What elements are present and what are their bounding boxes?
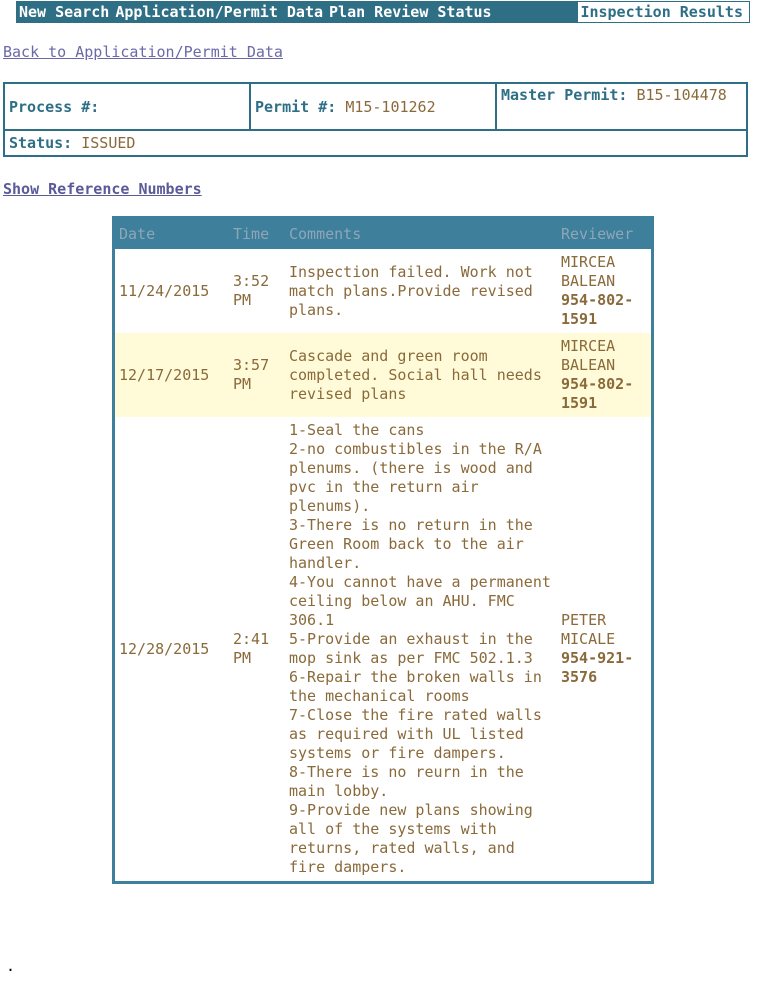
header-reviewer: Reviewer: [557, 218, 653, 250]
status-cell: [4, 130, 747, 156]
reviewer-phone: 954-921-3576: [561, 649, 634, 686]
reviewer-name: MIRCEA BALEAN: [561, 337, 616, 374]
master-permit-value: B15-104478: [636, 86, 727, 104]
master-permit-cell: [496, 83, 747, 130]
table-header-row: [114, 218, 653, 250]
row-reviewer: [557, 333, 653, 417]
inspection-results-table: [112, 216, 654, 884]
top-nav: [16, 1, 750, 23]
header-time: Time: [229, 218, 285, 250]
table-row: [114, 417, 653, 883]
reviewer-name: MIRCEA BALEAN: [561, 253, 616, 290]
reviewer-phone: 954-802-1591: [561, 375, 634, 412]
back-to-permit-link[interactable]: Back to Application/Permit Data: [3, 43, 283, 61]
reviewer-phone: 954-802-1591: [561, 291, 634, 328]
process-label: Process #:: [9, 97, 100, 116]
nav-plan-review-status[interactable]: Plan Review Status: [329, 3, 492, 21]
footer-dot: .: [6, 957, 16, 975]
permit-cell: [250, 83, 496, 130]
table-row: [114, 333, 653, 417]
reviewer-name: PETER MICALE: [561, 611, 616, 648]
status-value: ISSUED: [81, 134, 136, 152]
header-date: Date: [114, 218, 230, 250]
row-date: 12/28/2015: [119, 639, 210, 658]
table-row: [114, 249, 653, 333]
row-time: 2:41 PM: [233, 630, 270, 667]
row-time: 3:52 PM: [233, 272, 270, 309]
master-permit-label: Master Permit:: [501, 86, 628, 104]
row-comments: Cascade and green room completed. Social hall needs revised plans: [285, 333, 557, 417]
permit-value: M15-101262: [345, 97, 436, 116]
process-cell: [4, 83, 250, 130]
row-reviewer: [557, 417, 653, 883]
permit-label: Permit #:: [255, 97, 337, 116]
row-comments: 1-Seal the cans 2-no combustibles in the R/A plenums. (there is wood and pvc in the return air plenums). 3-There is no return in the Green Room back to the air handler. 4-You cannot have a permanent ceiling below an AHU. FMC 306.1 5-Provide an exhaust in the mop sink as per FMC 502.1.3 6-Repair the broken walls in the mechanical rooms 7-Close the fire rated walls as required with UL listed systems or fire dampers. 8-There is no reurn in the main lobby. 9-Provide new plans showing all of the systems with returns, rated walls, and fire dampers.: [289, 421, 551, 876]
row-date: 11/24/2015: [119, 281, 210, 300]
show-reference-numbers-link[interactable]: Show Reference Numbers: [3, 180, 202, 198]
row-time: 3:57 PM: [229, 333, 285, 417]
nav-new-search[interactable]: New Search: [19, 3, 110, 21]
permit-info-table: [3, 82, 748, 157]
status-label: Status:: [9, 134, 73, 152]
header-comments: Comments: [285, 218, 557, 250]
row-date: 12/17/2015: [114, 333, 230, 417]
row-comments: Inspection failed. Work not match plans.Provide revised plans.: [289, 262, 533, 319]
nav-application-permit-data[interactable]: Application/Permit Data: [115, 3, 324, 21]
row-reviewer: [557, 249, 653, 333]
nav-inspection-results[interactable]: Inspection Results: [577, 1, 750, 23]
